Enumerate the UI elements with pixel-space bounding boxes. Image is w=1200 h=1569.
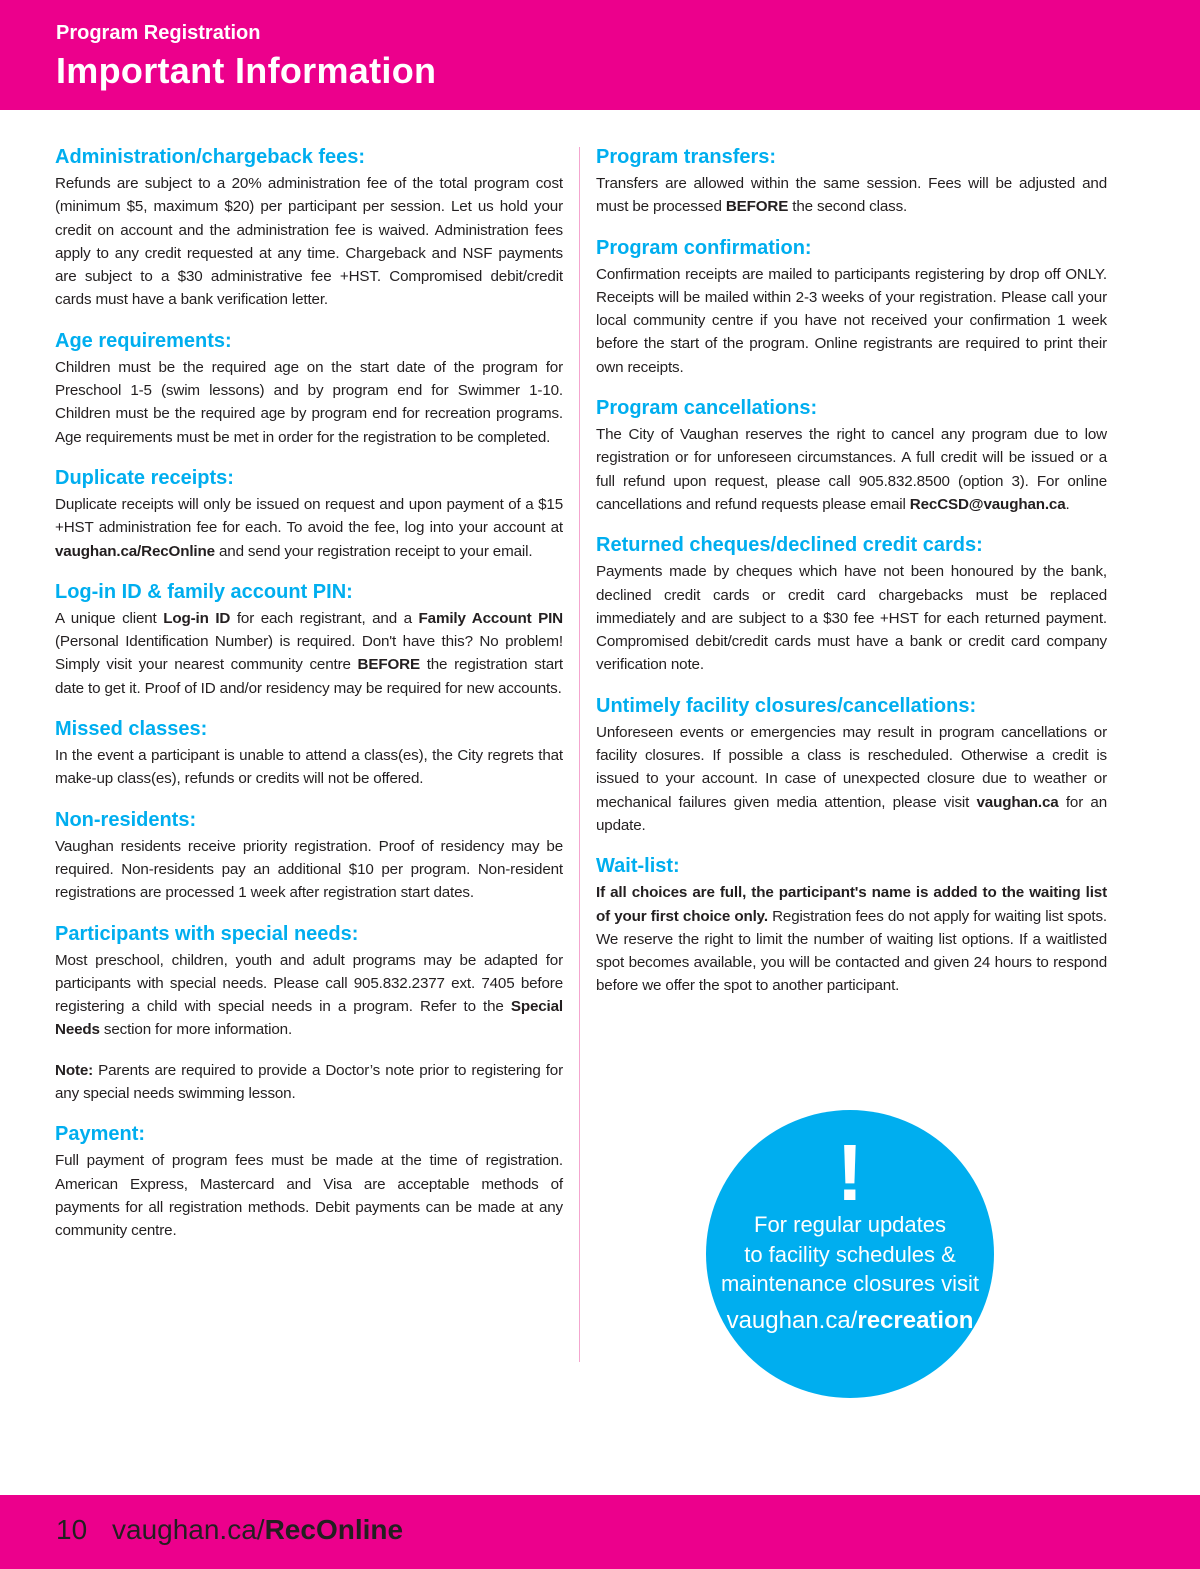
section-non-residents [55, 808, 563, 905]
section-paragraph [596, 423, 1107, 516]
footer-url-prefix: vaughan.ca/ [112, 1514, 265, 1545]
callout-url-prefix: vaughan.ca/ [726, 1307, 858, 1334]
body-text: section for more information. [99, 1021, 293, 1039]
section-administration-chargeback-fees [55, 145, 563, 312]
section-paragraph [55, 1149, 563, 1242]
callout-line: to facility schedules & [744, 1241, 956, 1267]
body-text: Parents are required to provide a Doctor’s note prior to registering for any special needs swimming lesson. [55, 1061, 563, 1103]
section-paragraph [55, 607, 563, 700]
section-paragraph [596, 172, 1107, 219]
bold-text: vaughan.ca [976, 793, 1059, 811]
page-number: 10 [56, 1514, 88, 1545]
column-divider [579, 147, 580, 1362]
section-payment [55, 1122, 563, 1242]
section-heading: Program transfers: [596, 146, 777, 168]
section-returned-cheques-declined-credit-cards [596, 533, 1107, 676]
exclamation-icon: ! [836, 1128, 864, 1217]
section-heading: Log-in ID & family account PIN: [55, 580, 353, 603]
reconline-link[interactable] [112, 1514, 403, 1546]
body-text: A unique client [55, 609, 164, 627]
bold-text: Log-in ID [163, 609, 231, 627]
bold-text: Family Account PIN [418, 609, 563, 627]
section-paragraph [55, 744, 563, 791]
bold-text: BEFORE [357, 656, 420, 674]
body-text: The City of Vaughan reserves the right to cancel any program due to low registration or for unforeseen circumstances. A full credit will be issued or a full refund upon request, please call 905.832.8500 (option 3). For online cancellations and refund requests please email [596, 426, 1107, 513]
section-paragraph [55, 172, 563, 312]
bold-text: RecCSD@vaughan.ca [909, 495, 1066, 513]
section-program-confirmation [596, 236, 1107, 379]
section-heading: Untimely facility closures/cancellations: [596, 694, 977, 717]
body-text: Unforeseen events or emergencies may result in program cancellations or facility closures. If possible a class is rescheduled. Otherwise a credit is issued to your account. In case of unexpected closure due to weather or mechanical failures given media attention, please visit [596, 723, 1107, 811]
body-text: Duplicate receipts will only be issued on request and upon payment of a $15 +HST administration fee for each. To avoid the fee, log into your account at [55, 495, 563, 537]
bold-text: Note: [55, 1061, 94, 1079]
body-text: Most preschool, children, youth and adult programs may be adapted for participants with special needs. Please call 905.832.2377 ext. 7405 before registering a child with special needs in a program. Refer to the [55, 951, 563, 1016]
section-paragraph [55, 356, 563, 449]
section-heading: Wait-list: [596, 855, 680, 878]
right-column [596, 145, 1107, 1015]
section-participants-with-special-needs [55, 922, 563, 1106]
section-heading: Administration/chargeback fees: [55, 146, 366, 168]
section-paragraph [596, 881, 1107, 997]
callout-line: For regular updates [754, 1212, 946, 1237]
body-text: Full payment of program fees must be made at the time of registration. American Express, Mastercard and Visa are acceptable methods of payments for all registration methods. Debit payments can be made at any community centre. [55, 1152, 563, 1240]
section-paragraph [55, 835, 563, 905]
section-missed-classes [55, 717, 563, 791]
callout-line: maintenance closures visit [720, 1271, 979, 1296]
section-paragraph [55, 1059, 563, 1106]
bold-text: vaughan.ca/RecOnline [55, 542, 215, 560]
body-text: Registration fees do not apply for waiting list spots. We reserve the right to limit the number of waiting list options. If a waitlisted spot becomes available, you will be contacted and given 24 hours to respond before we offer the spot to another participant. [596, 907, 1107, 995]
bold-text: Special Needs [55, 998, 563, 1039]
section-paragraph [596, 721, 1107, 837]
section-log-in-id-family-account-pin [55, 580, 563, 700]
section-heading: Payment: [55, 1123, 146, 1146]
left-column [55, 145, 563, 1260]
body-text: Refunds are subject to a 20% administration fee of the total program cost (minimum $5, maximum $20) per participant per session. Let us hold your credit on account and the administration fee is waived. Administration fees apply to any credit requested at any time. Chargeback and NSF payments are subject to a $30 administrative fee +HST. Compromised debit/credit cards must have a bank verification letter. [55, 175, 563, 309]
bold-text: BEFORE [725, 198, 789, 216]
header-subtitle: Program Registration [56, 22, 261, 44]
footer-url-bold: RecOnline [264, 1514, 404, 1545]
body-text: for an update. [596, 793, 1107, 834]
section-program-cancellations [596, 396, 1107, 516]
section-age-requirements [55, 329, 563, 449]
callout-url-bold: recreation [857, 1307, 974, 1334]
section-heading: Returned cheques/declined credit cards: [596, 534, 983, 557]
section-paragraph [55, 493, 563, 563]
body-text: Confirmation receipts are mailed to participants registering by drop off ONLY. Receipts will be mailed within 2-3 weeks of your registration. Please call your local community centre if you have not received your confirmation 1 week before the start of the program. Online registrants are required to print their own receipts. [596, 265, 1107, 376]
page-header [0, 0, 1200, 110]
section-heading: Non-residents: [55, 808, 197, 831]
body-text: for each registrant, and a [230, 609, 419, 627]
section-paragraph [55, 949, 563, 1042]
body-text: Children must be the required age on the start date of the program for Preschool 1-5 (swim lessons) and by program end for Swimmer 1-10. Children must be the required age by program end for recreation programs. Age requirements must be met in order for the registration to be completed. [55, 358, 563, 446]
section-paragraph [596, 263, 1107, 379]
body-text: . [1065, 495, 1070, 513]
body-text: the second class. [788, 198, 908, 216]
section-heading: Program confirmation: [596, 236, 812, 259]
body-text: Transfers are allowed within the same session. Fees will be adjusted and must be processed [596, 175, 1107, 216]
body-text: the registration start date to get it. Proof of ID and/or residency may be required for new accounts. [55, 656, 563, 697]
section-wait-list [596, 854, 1107, 997]
recreation-link[interactable] [706, 1306, 994, 1336]
section-duplicate-receipts [55, 466, 563, 563]
section-paragraph [596, 560, 1107, 676]
page-title: Important Information [56, 50, 437, 91]
body-text: (Personal Identification Number) is required. Don't have this? No problem! Simply visit your nearest community centre [55, 633, 563, 674]
page-footer [0, 1495, 1200, 1569]
body-text: and send your registration receipt to your email. [214, 542, 533, 560]
section-heading: Program cancellations: [596, 397, 818, 420]
body-text: Payments made by cheques which have not been honoured by the bank, declined credit cards or credit card chargebacks must be replaced immediately and are subject to a $30 fee +HST for each returned payment. Compromised debit/credit cards must have a bank or credit card company verification note. [596, 563, 1107, 674]
section-program-transfers [596, 145, 1107, 219]
section-heading: Participants with special needs: [55, 922, 359, 945]
body-text: In the event a participant is unable to attend a class(es), the City regrets that make-up class(es), refunds or credits will not be offered. [55, 747, 563, 788]
body-text: Vaughan residents receive priority registration. Proof of residency may be required. Non-residents pay an additional $10 per program. Non-resident registrations are processed 1 week after registration start dates. [55, 837, 563, 902]
bold-text: If all choices are full, the participant's name is added to the waiting list of your first choice only. [596, 884, 1107, 925]
callout-message [706, 1210, 994, 1299]
section-untimely-facility-closures-cancellations [596, 694, 1107, 837]
updates-callout [706, 1110, 994, 1398]
section-heading: Missed classes: [55, 718, 208, 741]
section-heading: Age requirements: [55, 329, 232, 352]
section-heading: Duplicate receipts: [55, 466, 234, 489]
